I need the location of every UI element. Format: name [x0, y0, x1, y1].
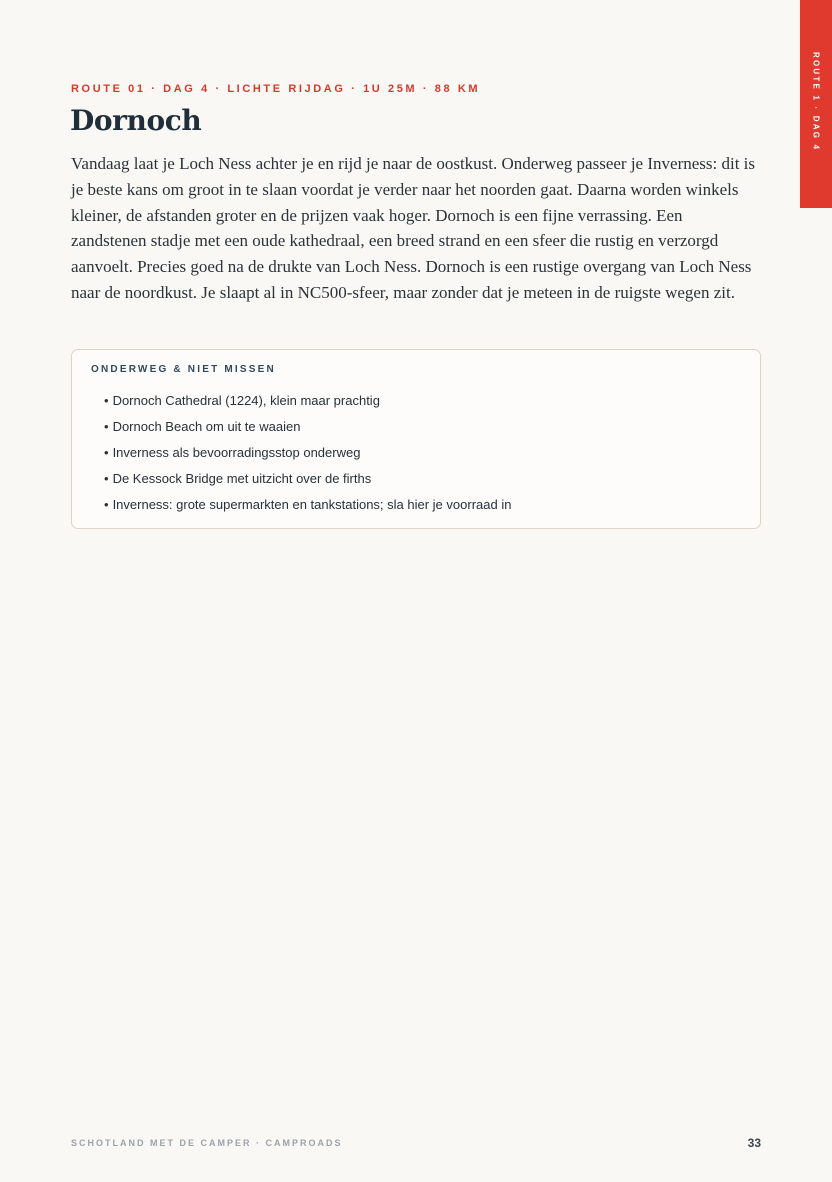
bullet-icon: •: [104, 393, 109, 408]
bullet-icon: •: [104, 471, 109, 486]
bullet-icon: •: [104, 445, 109, 460]
callout-list: [104, 388, 511, 518]
bullet-icon: •: [104, 497, 109, 512]
list-item-text: De Kessock Bridge met uitzicht over de firths: [112, 471, 372, 486]
page-number: 33: [747, 1136, 761, 1150]
list-item: [104, 440, 511, 466]
route-kicker: ROUTE 01 · DAG 4 · LICHTE RIJDAG · 1U 25M · 88 KM: [71, 83, 481, 95]
list-item-text: Inverness als bevoorradingsstop onderweg: [112, 445, 361, 460]
footer-publication: SCHOTLAND MET DE CAMPER · CAMPROADS: [71, 1138, 343, 1148]
list-item: [104, 414, 511, 440]
list-item-text: Dornoch Cathedral (1224), klein maar prachtig: [112, 393, 380, 408]
list-item: [104, 388, 511, 414]
list-item-text: Dornoch Beach om uit te waaien: [112, 419, 301, 434]
side-tab-label: ROUTE 1 · DAG 4: [811, 52, 821, 152]
list-item-text: Inverness: grote supermarkten en tankstations; sla hier je voorraad in: [112, 497, 512, 512]
list-item: [104, 466, 511, 492]
side-tab: [800, 0, 832, 208]
list-item: [104, 492, 511, 518]
intro-paragraph: Vandaag laat je Loch Ness achter je en rijd je naar de oostkust. Onderweg passeer je Inverness: dit is je beste kans om groot in te slaan voordat je verder naar het noorden gaat. Daarna worden winkels kleiner, de afstanden groter en de prijzen vaak hoger. Dornoch is een fijne verrassing. Een zandstenen stadje met een oude kathedraal, een breed strand en een sfeer die rustig en verzorgd aanvoelt. Precies goed na de drukte van Loch Ness. Dornoch is een rustige overgang van Loch Ness naar de noordkust. Je slaapt al in NC500-sfeer, maar zonder dat je meteen in de ruigste wegen zit.: [71, 154, 756, 302]
callout-box: [71, 349, 761, 529]
callout-heading: ONDERWEG & NIET MISSEN: [91, 364, 276, 375]
page-title: Dornoch: [70, 104, 202, 137]
bullet-icon: •: [104, 419, 109, 434]
